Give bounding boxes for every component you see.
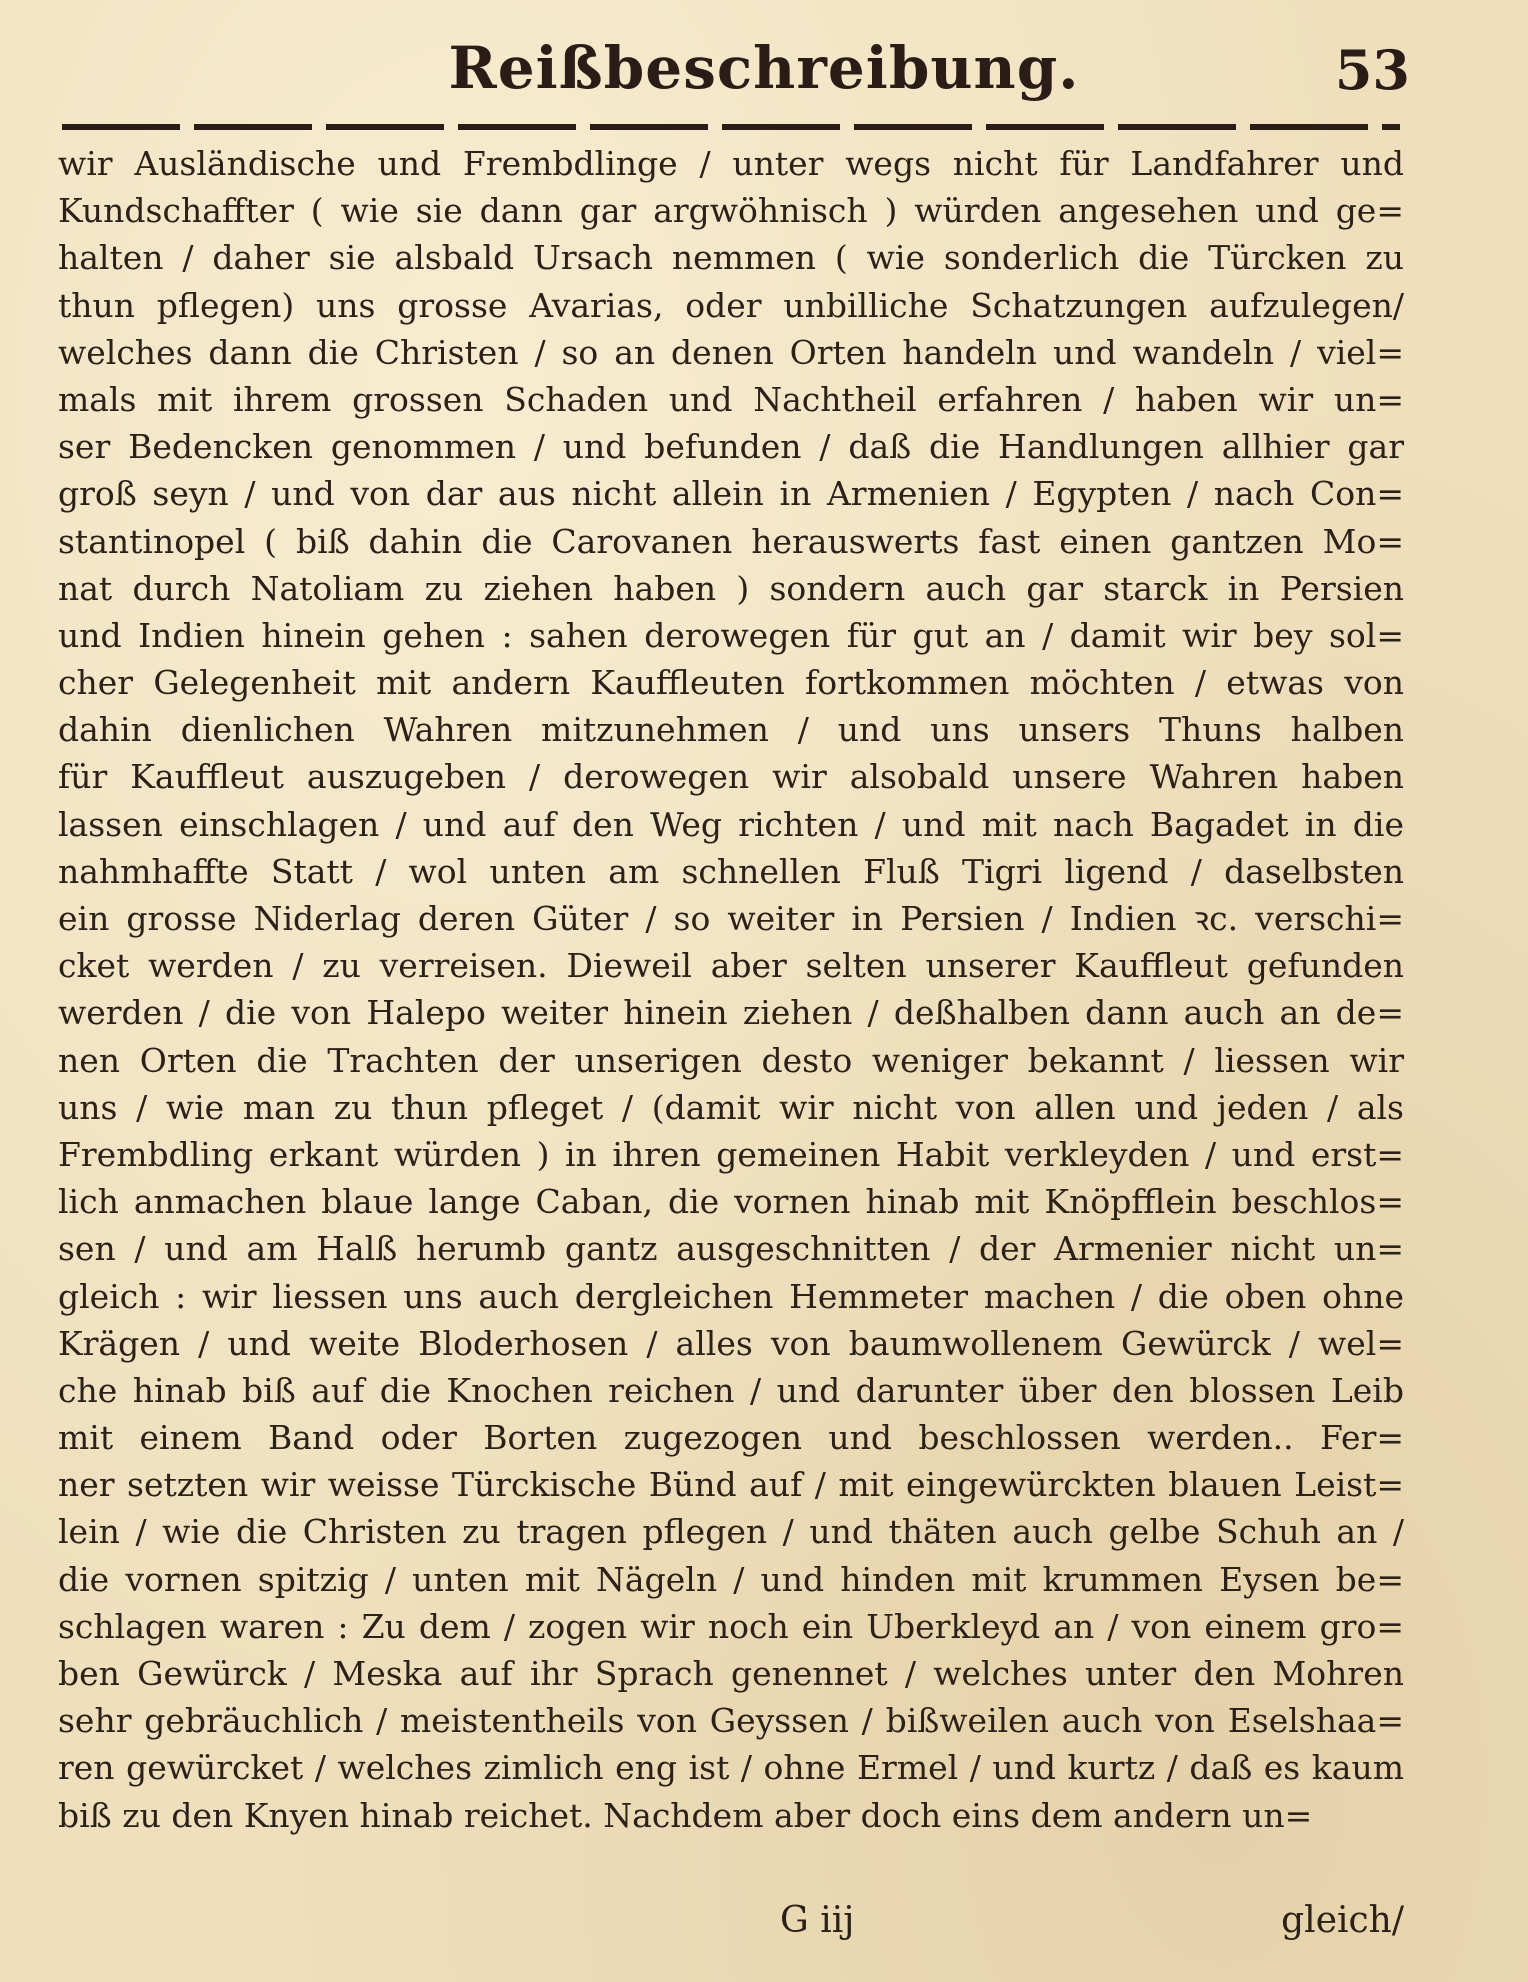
- text-line: und Indien hinein gehen : sahen derowegen für gut an / damit wir bey sol=: [58, 615, 1404, 655]
- text-line: gleich : wir liessen uns auch dergleichen Hemmeter machen / die oben ohne: [58, 1276, 1404, 1316]
- text-line: für Kauffleut auszugeben / derowegen wir alsobald unsere Wahren haben: [58, 757, 1404, 797]
- text-line: mals mit ihrem grossen Schaden und Nachtheil erfahren / haben wir un=: [58, 379, 1404, 419]
- text-line: cher Gelegenheit mit andern Kauffleuten fortkommen möchten / etwas von: [58, 663, 1404, 703]
- text-line: stantinopel ( biß dahin die Carovanen herauswerts fast einen gantzen Mo=: [58, 521, 1404, 561]
- text-line: lassen einschlagen / und auf den Weg richten / und mit nach Bagadet in die: [58, 804, 1404, 844]
- text-line: halten / daher sie alsbald Ursach nemmen ( wie sonderlich die Türcken zu: [58, 238, 1404, 278]
- text-line: biß zu den Knyen hinab reichet. Nachdem aber doch eins dem andern un=: [58, 1795, 1313, 1835]
- text-line: nahmhaffte Statt / wol unten am schnellen Fluß Tigri ligend / daselbsten: [58, 851, 1404, 891]
- text-line: ben Gewürck / Meska auf ihr Sprach genennet / welches unter den Mohren: [58, 1654, 1404, 1693]
- text-line: groß seyn / und von dar aus nicht allein in Armenien / Egypten / nach Con=: [58, 474, 1404, 514]
- text-line: Krägen / und weite Bloderhosen / alles von baumwollenem Gewürck / wel=: [58, 1323, 1404, 1363]
- text-line: uns / wie man zu thun pfleget / (damit wir nicht von allen und jeden / als: [58, 1087, 1404, 1127]
- text-line: welches dann die Christen / so an denen Orten handeln und wandeln / viel=: [58, 332, 1404, 372]
- body-text: [58, 140, 1404, 1839]
- page-header: [0, 30, 1528, 110]
- header-rule: [62, 124, 1400, 130]
- signature-mark: G iij: [780, 1900, 855, 1941]
- text-line: Kundschaffter ( wie sie dann gar argwöhnisch ) würden angesehen und ge=: [58, 191, 1404, 231]
- page-number: 53: [1334, 38, 1410, 102]
- text-line: nen Orten die Trachten der unserigen desto weniger bekannt / liessen wir: [58, 1040, 1404, 1080]
- text-line: ein grosse Niderlag deren Güter / so weiter in Persien / Indien ꝛc. verschi=: [58, 899, 1404, 938]
- text-line: mit einem Band oder Borten zugezogen und beschlossen werden.. Fer=: [58, 1418, 1404, 1458]
- text-line: schlagen waren : Zu dem / zogen wir noch ein Uberkleyd an / von einem gro=: [58, 1606, 1404, 1646]
- text-line: Frembdling erkant würden ) in ihren gemeinen Habit verkleyden / und erst=: [58, 1134, 1404, 1174]
- text-line: lein / wie die Christen zu tragen pflegen / und thäten auch gelbe Schuh an /: [58, 1512, 1404, 1552]
- text-line: ser Bedencken genommen / und befunden / daß die Handlungen allhier gar: [58, 427, 1404, 467]
- text-line: sehr gebräuchlich / meistentheils von Geyssen / bißweilen auch von Eselshaa=: [58, 1701, 1404, 1741]
- text-line: werden / die von Halepo weiter hinein ziehen / deßhalben dann auch an de=: [58, 993, 1404, 1033]
- text-line: dahin dienlichen Wahren mitzunehmen / und uns unsers Thuns halben: [58, 710, 1404, 750]
- text-line: che hinab biß auf die Knochen reichen / und darunter über den blossen Leib: [58, 1370, 1404, 1410]
- text-line: lich anmachen blaue lange Caban, die vornen hinab mit Knöpfflein beschlos=: [58, 1182, 1404, 1222]
- text-line: nat durch Natoliam zu ziehen haben ) sondern auch gar starck in Persien: [58, 568, 1404, 608]
- page-footer: [0, 1900, 1528, 1960]
- text-line: sen / und am Halß herumb gantz ausgeschnitten / der Armenier nicht un=: [58, 1229, 1404, 1269]
- text-line: thun pflegen) uns grosse Avarias, oder unbilliche Schatzungen aufzulegen/: [58, 285, 1404, 325]
- catchword: gleich/: [1281, 1900, 1404, 1941]
- text-line: ren gewürcket / welches zimlich eng ist / ohne Ermel / und kurtz / daß es kaum: [58, 1748, 1404, 1788]
- running-title: Reißbeschreibung.: [448, 34, 1080, 102]
- text-line: ner setzten wir weisse Türckische Bünd auf / mit eingewürckten blauen Leist=: [58, 1465, 1404, 1505]
- text-line: cket werden / zu verreisen. Dieweil aber selten unserer Kauffleut gefunden: [58, 946, 1404, 986]
- text-line: die vornen spitzig / unten mit Nägeln / und hinden mit krummen Eysen be=: [58, 1559, 1404, 1599]
- text-line: wir Ausländische und Frembdlinge / unter wegs nicht für Landfahrer und: [58, 144, 1404, 183]
